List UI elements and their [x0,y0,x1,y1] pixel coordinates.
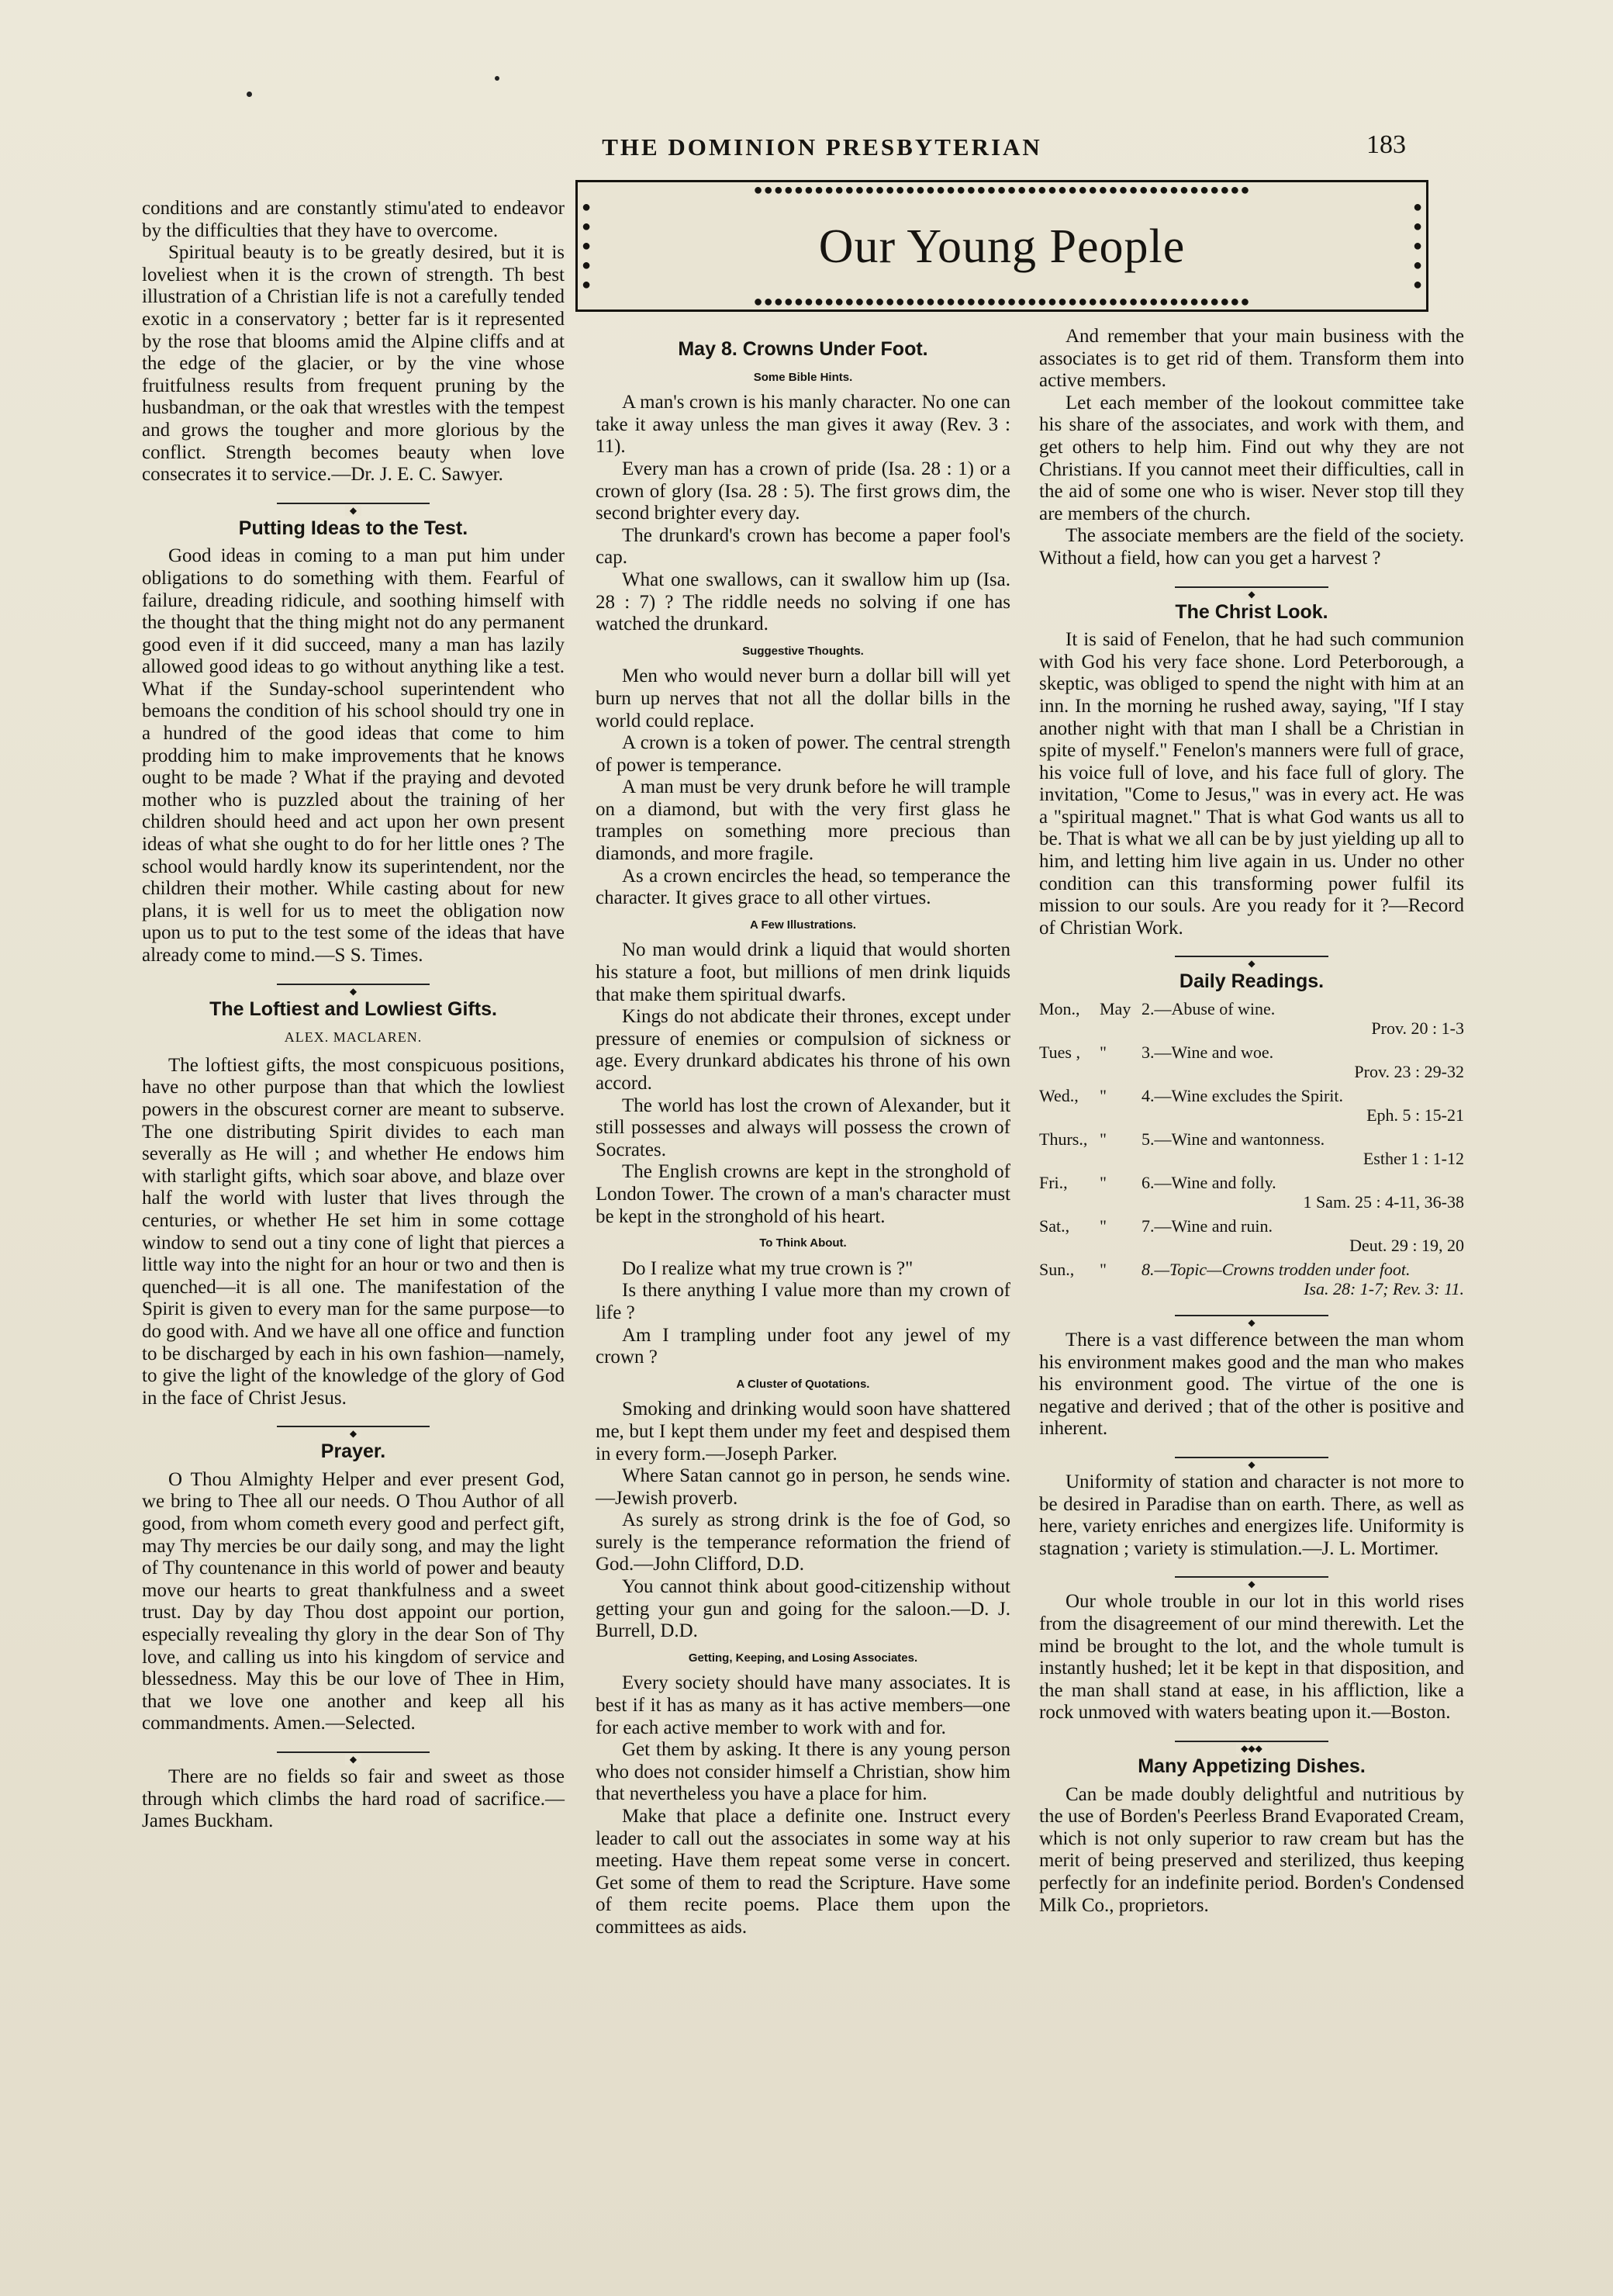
paragraph: conditions and are constantly stimu'ated to endeavor by the difficulties that they have to overcome. [142,198,565,241]
subheading: A Cluster of Quotations. [736,1377,870,1391]
section-divider: ◆ [142,1420,565,1431]
paragraph: Every man has a crown of pride (Isa. 28 : 1) or a crown of glory (Isa. 28 : 5). The first grows dim, the second brighter every day. [596,458,1010,524]
section-divider: ◆ [1039,950,1464,961]
byline: ALEX. MACLAREN. [284,1029,423,1046]
column-right [1039,326,1464,1917]
paragraph: Where Satan cannot go in person, he sends wine.—Jewish proverb. [596,1465,1010,1509]
reading-entry [1039,1086,1464,1125]
ink-speck [495,76,499,81]
paragraph: No man would drink a liquid that would shorten his stature a foot, but millions of men drink liquids that make them spiritual dwarfs. [596,939,1010,1005]
paragraph: A man's crown is his manly character. No one can take it away unless the man gives it away (Rev. 3 : 11). [596,392,1010,458]
reading-text: 8.—Topic—Crowns trodden under foot. [1142,1260,1411,1280]
article-heading: May 8. Crowns Under Foot. [678,338,928,360]
reading-entry [1039,1129,1464,1168]
daily-readings-list [1039,999,1464,1298]
reading-day: Tues , [1039,1043,1080,1063]
reading-ref: 1 Sam. 25 : 4-11, 36-38 [1303,1192,1464,1212]
dotted-border-left: ● ● ● ● ● [581,199,592,293]
paragraph: O Thou Almighty Helper and ever present God, we bring to Thee all our needs. O Thou Author of all good, from whom cometh every good and perfect gift, may Thy mercies be our daily song, and may the light of Thy countenance in this world of power and beauty move our hearts to great thankfulness and a sweet trust. Day by day Thou dost appoint our portion, especially revealing thy glory in the dear Son of Thy love, and calling us into his kingdom of service and blessedness. May this be our love of Thee in Him, that we love one another and keep all his commandments. Amen.—Selected. [142,1468,565,1734]
reading-month: " [1100,1173,1107,1193]
reading-entry [1039,1043,1464,1081]
subheading: A Few Illustrations. [750,918,856,932]
section-divider: ◆ [1039,1309,1464,1320]
paragraph: As surely as strong drink is the foe of God, so surely is the temperance reformation the friend of God.—John Clifford, D.D. [596,1509,1010,1575]
paragraph: There are no fields so fair and sweet as those through which climbs the hard road of sacrifice.—James Buckham. [142,1766,565,1832]
reading-ref: Prov. 20 : 1-3 [1371,1018,1464,1039]
paragraph: Good ideas in coming to a man put him under obligations to do something with them. Fearful of failure, dreading ridicule, and soothing himself with the thought that the thing might not do any permanent good even if it did succeed, many a man has lazily allowed good ideas to go without anything like a test. What if the Sunday-school superintendent who bemoans the condition of his school should try one in a hundred of the good ideas that come to him prodding him to make improvements that he knows ought to be made ? What if the praying and devoted mother who is puzzled about the training of her children should heed and act upon her own present ideas of what she ought to do for her little ones ? The school would hardly know its superintendent, nor the children their mother. While casting about for new plans, it is well for us to meet the obligation now upon us to put to the test some of the ideas that have already come to mind.—S S. Times. [142,545,565,966]
reading-text: 3.—Wine and woe. [1142,1043,1274,1063]
reading-month: " [1100,1043,1107,1063]
paragraph: Kings do not abdicate their thrones, except under pressure of enemies or compulsion of sickness or age. Every drunkard abdicates his throne of his own accord. [596,1006,1010,1094]
paragraph: It is said of Fenelon, that he had such communion with God his very face shone. Lord Peterborough, a skeptic, was obliged to spend the night with him at an inn. In the morning he rushed away, saying, "If I stay another night with that man I shall be a Christian in spite of myself." Fenelon's manners were full of grace, his voice full of love, and his face full of glory. The invitation, "Come to Jesus," was in every act. He was a "spiritual magnet." That is what God wants us all to be. That is what we all can be by just yielding up all to him, and letting him live again in us. Under no other condition can this transforming power fulfil its mission to our souls. Are you ready for it ?—Record of Christian Work. [1039,629,1464,939]
section-divider: ◆ [1039,1451,1464,1462]
paragraph: What one swallows, can it swallow him up (Isa. 28 : 7) ? The riddle needs no solving if one has watched the drunkard. [596,569,1010,635]
paragraph: Let each member of the lookout committee take his share of the associates, and work with them, and get others to help him. Find out why they are not Christians. If you cannot meet their difficulties, call in the aid of some one who is wiser. Never stop till they are members of the church. [1039,392,1464,524]
dotted-border-bottom: ●●●●●●●●●●●●●●●●●●●●●●●●●●●●●●●●●●●●●●●●●●●●●●●●● [753,293,1251,310]
column-middle [596,334,1010,1939]
reading-entry [1039,1216,1464,1255]
reading-month: " [1100,1129,1107,1150]
reading-ref: Isa. 28: 1-7; Rev. 3: 11. [1304,1279,1464,1299]
paragraph: The world has lost the crown of Alexander, but it still possesses and always will possess the crown of Socrates. [596,1094,1010,1160]
subheading: Suggestive Thoughts. [742,644,864,658]
ink-speck [247,92,252,97]
section-divider: ◆ [1039,581,1464,592]
reading-ref: Eph. 5 : 15-21 [1366,1105,1464,1126]
paragraph: Can be made doubly delightful and nutritious by the use of Borden's Peerless Brand Evaporated Cream, which is not only superior to raw cream but has the merit of being preserved and sterilized, thus keeping perfectly for an indefinite period. Borden's Condensed Milk Co., proprietors. [1039,1783,1464,1916]
paragraph: Our whole trouble in our lot in this world rises from the disagreement of our mind therewith. Let the mind be brought to the lot, and the whole tumult is instantly hushed; let it be kept in that disposition, and the man shall stand at ease, in his affliction, like a rock unmoved with waters beating upon it.—Boston. [1039,1591,1464,1724]
paragraph: Do I realize what my true crown is ?" [622,1257,914,1279]
section-divider: ◆ [1039,1571,1464,1582]
article-heading: The Christ Look. [1175,600,1328,623]
article-heading: The Loftiest and Lowliest Gifts. [209,998,497,1020]
paragraph: There is a vast difference between the man whom his environment makes good and the man who makes his environment good. The virtue of the one is negative and derived ; that of the other is positive and inherent. [1039,1330,1464,1440]
article-heading: Daily Readings. [1179,970,1325,993]
reading-entry [1039,1260,1464,1298]
paragraph: Is there anything I value more than my crown of life ? [596,1280,1010,1323]
reading-entry [1039,1173,1464,1212]
paragraph: Men who would never burn a dollar bill will yet burn up nerves that not all the dollar bills in the world could replace. [596,666,1010,731]
column-left [142,198,565,1833]
page-number: 183 [1366,130,1406,159]
reading-day: Sun., [1039,1260,1075,1280]
section-divider: ◆◆◆ [1039,1735,1464,1746]
paragraph: The loftiest gifts, the most conspicuous positions, have no other purpose than that which the lowliest powers in the obscurest corner are meant to subserve. The one distributing Spirit divides to each man severally as He will ; and whether He endows him with starlight gifts, which soar above, and blaze over half the world with luster that lives through the centuries, or whether He set him in some cottage window to send out a tiny cone of light that pierces a little way into the night for an hour or two and then is quenched—it is all one. The manifestation of the Spirit is given to every man for the same purpose—to do good with. And we have all one office and function to be discharged by each in his own fashion—namely, to give the light of the knowledge of the glory of God in the face of Christ Jesus. [142,1054,565,1409]
paragraph: A crown is a token of power. The central strength of power is temperance. [596,732,1010,776]
paragraph: Make that place a definite one. Instruct every leader to call out the associates in some way at his meeting. Have them repeat some verse in concert. Get some of them to read the Scripture. Have some of them recite poems. Place them upon the committees as aids. [596,1806,1010,1938]
reading-text: 6.—Wine and folly. [1142,1173,1276,1193]
article-heading: Prayer. [320,1440,386,1463]
paragraph: Smoking and drinking would soon have shattered me, but I kept them under my feet and despised them in every form.—Joseph Parker. [596,1399,1010,1464]
subheading: Getting, Keeping, and Losing Associates. [688,1651,918,1665]
paragraph: A man must be very drunk before he will trample on a diamond, but with the very first glass he tramples on something more precious than diamonds, and more fragile. [596,776,1010,865]
dotted-border-top: ●●●●●●●●●●●●●●●●●●●●●●●●●●●●●●●●●●●●●●●●●●●●●●●●● [753,182,1251,199]
section-banner [575,180,1428,312]
reading-day: Fri., [1039,1173,1068,1193]
section-divider: ◆ [142,497,565,508]
running-title: THE DOMINION PRESBYTERIAN [602,133,1042,161]
reading-text: 2.—Abuse of wine. [1142,999,1276,1019]
paragraph: And remember that your main business with the associates is to get rid of them. Transform them into active members. [1039,326,1464,392]
section-divider: ◆ [142,1746,565,1757]
paragraph: You cannot think about good-citizenship without getting your gun and going for the saloon.—D. J. Burrell, D.D. [596,1576,1010,1642]
subheading: To Think About. [759,1236,847,1250]
paragraph: The associate members are the field of the society. Without a field, how can you get a harvest ? [1039,525,1464,569]
paragraph: The drunkard's crown has become a paper fool's cap. [596,524,1010,569]
section-divider: ◆ [142,978,565,989]
paragraph: As a crown encircles the head, so temperance the character. It gives grace to all other virtues. [596,865,1010,909]
reading-month: " [1100,1216,1107,1236]
paragraph: Spiritual beauty is to be greatly desired, but it is loveliest when it is the crown of strength. Th best illustration of a Christian life is not a carefully tended exotic in a conservatory ; better far is it represented by the rose that blooms amid the Alpine cliffs and at the edge of the glacier, or by the vine whose fruitfulness results from frequent pruning by the husbandman, or the oak that wrestles with the tempest and grows the tougher and more glorious by the conflict. Strength becomes beauty when love consecrates it to service.—Dr. J. E. C. Sawyer. [142,242,565,486]
paragraph: Uniformity of station and character is not more to be desired in Paradise than on earth. There, as well as here, variety enriches and energizes life. Uniformity is stagnation ; variety is stimulation.—J. L. Mortimer. [1039,1471,1464,1559]
paragraph: Am I trampling under foot any jewel of my crown ? [596,1324,1010,1368]
dotted-border-right: ● ● ● ● ● [1412,199,1423,293]
article-heading: Many Appetizing Dishes. [1138,1755,1366,1777]
paragraph: The English crowns are kept in the stronghold of London Tower. The crown of a man's character must be kept in the stronghold of his heart. [596,1161,1010,1227]
subheading: Some Bible Hints. [753,370,853,384]
banner-title: Our Young People [818,220,1186,273]
article-heading: Putting Ideas to the Test. [238,517,468,539]
reading-day: Thurs., [1039,1129,1088,1150]
reading-text: 4.—Wine excludes the Spirit. [1142,1086,1344,1106]
reading-month: " [1100,1086,1107,1106]
paragraph: Get them by asking. It there is any young person who does not consider himself a Christian, show him that nevertheless you have a place for him. [596,1739,1010,1805]
reading-ref: Deut. 29 : 19, 20 [1349,1236,1464,1256]
reading-day: Wed., [1039,1086,1079,1106]
reading-month: " [1100,1260,1107,1280]
reading-text: 5.—Wine and wantonness. [1142,1129,1325,1150]
reading-entry [1039,999,1464,1038]
reading-day: Mon., [1039,999,1080,1019]
reading-ref: Prov. 23 : 29-32 [1354,1062,1464,1082]
paragraph: Every society should have many associates. It is best if it has as many as it has active members—one for each active member to work with and for. [596,1672,1010,1738]
reading-day: Sat., [1039,1216,1070,1236]
reading-text: 7.—Wine and ruin. [1142,1216,1273,1236]
reading-ref: Esther 1 : 1-12 [1363,1149,1464,1169]
reading-month: May [1100,999,1131,1019]
